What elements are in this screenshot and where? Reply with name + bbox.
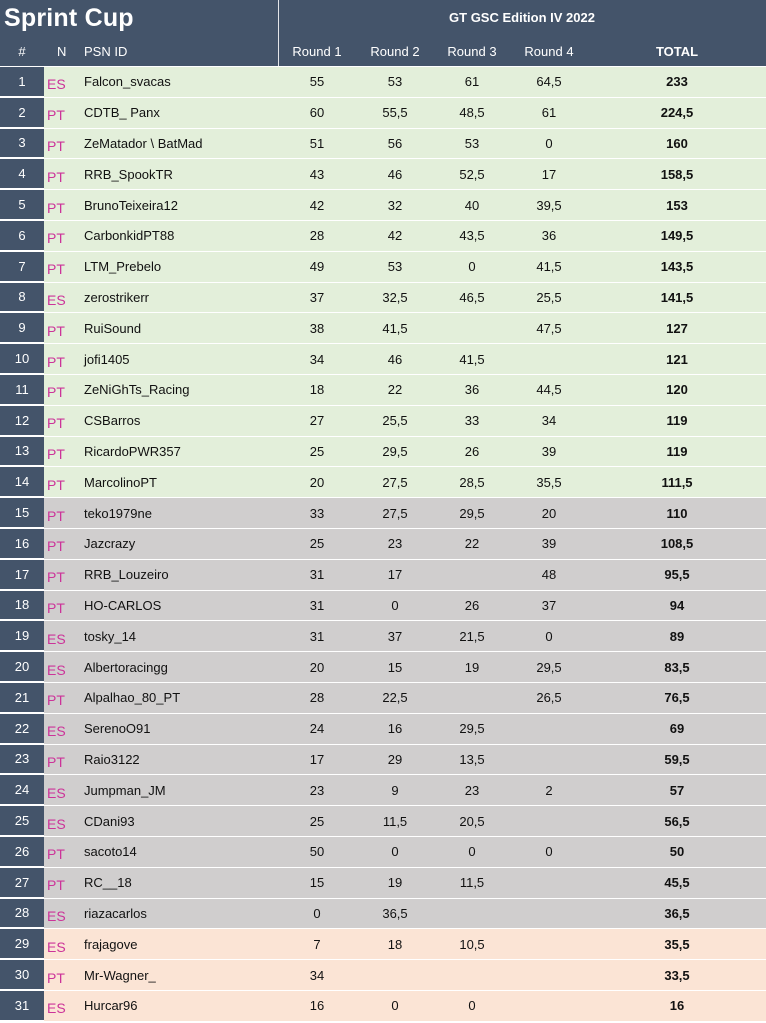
round-4-cell: 39 <box>541 536 557 552</box>
round-3-cell: 28,5 <box>459 474 485 490</box>
total-cell: 59,5 <box>664 751 690 767</box>
rank-cell: 8 <box>0 283 44 313</box>
nation-cell: PT <box>47 384 65 401</box>
psn-id-cell: RicardoPWR357 <box>84 443 181 459</box>
total-cell: 121 <box>666 351 688 367</box>
psn-id-cell: CarbonkidPT88 <box>84 228 175 244</box>
nation-cell: ES <box>47 291 66 308</box>
total-cell: 16 <box>669 998 685 1014</box>
total-cell: 89 <box>669 628 685 644</box>
rank-cell: 15 <box>0 498 44 528</box>
round-2-cell: 17 <box>387 567 403 583</box>
header-nation: N <box>57 44 67 59</box>
table-row <box>0 683 766 714</box>
round-2-cell: 22,5 <box>382 690 408 706</box>
round-1-cell: 31 <box>309 597 325 613</box>
psn-id-cell: HO-CARLOS <box>84 597 162 613</box>
nation-cell: ES <box>47 630 66 647</box>
round-4-cell: 0 <box>545 135 553 151</box>
header-round-1: Round 1 <box>292 44 342 59</box>
total-cell: 33,5 <box>664 967 690 983</box>
round-1-cell: 25 <box>309 813 325 829</box>
header-round-2: Round 2 <box>370 44 420 59</box>
table-row <box>0 529 766 560</box>
psn-id-cell: MarcolinoPT <box>84 474 157 490</box>
psn-id-cell: Jazcrazy <box>84 536 136 552</box>
round-2-cell: 56 <box>387 135 403 151</box>
round-2-cell: 19 <box>387 875 403 891</box>
rank-cell: 19 <box>0 621 44 651</box>
psn-id-cell: Falcon_svacas <box>84 74 171 90</box>
round-4-cell: 41,5 <box>536 259 562 275</box>
table-row <box>0 591 766 622</box>
psn-id-cell: BrunoTeixeira12 <box>84 197 178 213</box>
rank-cell: 18 <box>0 591 44 621</box>
round-3-cell: 0 <box>468 998 476 1014</box>
nation-cell: PT <box>47 322 65 339</box>
round-3-cell: 48,5 <box>459 105 485 121</box>
round-3-cell: 0 <box>468 259 476 275</box>
rank-cell: 31 <box>0 991 44 1021</box>
round-4-cell: 37 <box>541 597 557 613</box>
round-2-cell: 32 <box>387 197 403 213</box>
table-row <box>0 652 766 683</box>
psn-id-cell: Hurcar96 <box>84 998 138 1014</box>
table-row <box>0 221 766 252</box>
round-3-cell: 53 <box>464 135 480 151</box>
psn-id-cell: tosky_14 <box>84 628 137 644</box>
table-row <box>0 467 766 498</box>
nation-cell: PT <box>47 230 65 247</box>
round-3-cell: 20,5 <box>459 813 485 829</box>
round-1-cell: 31 <box>309 628 325 644</box>
rank-cell: 21 <box>0 683 44 713</box>
round-2-cell: 18 <box>387 936 403 952</box>
table-row <box>0 344 766 375</box>
round-3-cell: 10,5 <box>459 936 485 952</box>
total-cell: 160 <box>666 135 688 151</box>
rank-cell: 6 <box>0 221 44 251</box>
round-1-cell: 49 <box>309 259 325 275</box>
round-3-cell: 22 <box>464 536 480 552</box>
psn-id-cell: teko1979ne <box>84 505 152 521</box>
total-cell: 83,5 <box>664 659 690 675</box>
rank-cell: 1 <box>0 67 44 97</box>
round-3-cell: 19 <box>464 659 480 675</box>
rank-cell: 30 <box>0 960 44 990</box>
round-1-cell: 25 <box>309 536 325 552</box>
round-1-cell: 7 <box>313 936 321 952</box>
psn-id-cell: RC__18 <box>84 875 132 891</box>
round-4-cell: 29,5 <box>536 659 562 675</box>
round-3-cell: 29,5 <box>459 505 485 521</box>
standings-rows <box>0 67 766 1022</box>
nation-cell: ES <box>47 76 66 93</box>
round-4-cell: 47,5 <box>536 320 562 336</box>
table-row <box>0 98 766 129</box>
table-row <box>0 313 766 344</box>
round-2-cell: 0 <box>391 844 399 860</box>
round-2-cell: 32,5 <box>382 289 408 305</box>
table-row <box>0 129 766 160</box>
table-row <box>0 498 766 529</box>
round-1-cell: 34 <box>309 351 325 367</box>
nation-cell: PT <box>47 353 65 370</box>
round-4-cell <box>519 960 579 990</box>
total-cell: 119 <box>666 413 688 429</box>
psn-id-cell: riazacarlos <box>84 905 147 921</box>
table-row <box>0 159 766 190</box>
round-4-cell <box>519 929 579 959</box>
round-3-cell: 61 <box>464 74 480 90</box>
psn-id-cell: RRB_Louzeiro <box>84 567 169 583</box>
table-row <box>0 775 766 806</box>
psn-id-cell: LTM_Prebelo <box>84 259 162 275</box>
nation-cell: ES <box>47 815 66 832</box>
psn-id-cell: CDani93 <box>84 813 135 829</box>
round-2-cell: 53 <box>387 259 403 275</box>
round-2-cell: 0 <box>391 998 399 1014</box>
table-row <box>0 714 766 745</box>
round-2-cell <box>365 960 425 990</box>
total-cell: 45,5 <box>664 875 690 891</box>
total-cell: 35,5 <box>664 936 690 952</box>
total-cell: 57 <box>669 782 685 798</box>
round-2-cell: 22 <box>387 382 403 398</box>
round-2-cell: 29 <box>387 751 403 767</box>
nation-cell: ES <box>47 784 66 801</box>
round-4-cell: 48 <box>541 567 557 583</box>
table-row <box>0 190 766 221</box>
round-1-cell: 37 <box>309 289 325 305</box>
total-cell: 233 <box>666 74 688 90</box>
round-3-cell <box>442 313 502 343</box>
total-cell: 56,5 <box>664 813 690 829</box>
total-cell: 108,5 <box>660 536 694 552</box>
round-1-cell: 20 <box>309 659 325 675</box>
psn-id-cell: RRB_SpookTR <box>84 166 173 182</box>
psn-id-cell: RuiSound <box>84 320 142 336</box>
round-2-cell: 53 <box>387 74 403 90</box>
rank-cell: 9 <box>0 313 44 343</box>
round-3-cell <box>442 899 502 929</box>
round-3-cell: 40 <box>464 197 480 213</box>
nation-cell: PT <box>47 107 65 124</box>
round-4-cell <box>519 868 579 898</box>
round-1-cell: 23 <box>309 782 325 798</box>
nation-cell: PT <box>47 692 65 709</box>
total-cell: 120 <box>666 382 688 398</box>
table-row <box>0 560 766 591</box>
total-cell: 36,5 <box>664 905 690 921</box>
round-1-cell: 50 <box>309 844 325 860</box>
round-1-cell: 17 <box>309 751 325 767</box>
nation-cell: ES <box>47 661 66 678</box>
psn-id-cell: SerenoO91 <box>84 721 151 737</box>
nation-cell: PT <box>47 415 65 432</box>
nation-cell: ES <box>47 1000 66 1017</box>
table-row <box>0 437 766 468</box>
round-3-cell: 11,5 <box>459 875 485 891</box>
rank-cell: 25 <box>0 806 44 836</box>
round-4-cell: 35,5 <box>536 474 562 490</box>
round-4-cell <box>519 745 579 775</box>
nation-cell: PT <box>47 569 65 586</box>
round-4-cell: 36 <box>541 228 557 244</box>
round-3-cell: 0 <box>468 844 476 860</box>
round-2-cell: 9 <box>391 782 399 798</box>
total-cell: 111,5 <box>661 474 693 490</box>
psn-id-cell: Alpalhao_80_PT <box>84 690 181 706</box>
nation-cell: PT <box>47 476 65 493</box>
table-row <box>0 929 766 960</box>
total-cell: 153 <box>666 197 688 213</box>
round-1-cell: 33 <box>309 505 325 521</box>
round-4-cell: 0 <box>545 628 553 644</box>
nation-cell: PT <box>47 969 65 986</box>
round-3-cell: 41,5 <box>459 351 485 367</box>
round-4-cell <box>519 991 579 1021</box>
rank-cell: 3 <box>0 129 44 159</box>
round-4-cell <box>519 344 579 374</box>
total-cell: 119 <box>666 443 688 459</box>
round-1-cell: 25 <box>309 443 325 459</box>
header-psn-id: PSN ID <box>84 44 128 59</box>
psn-id-cell: frajagove <box>84 936 138 952</box>
round-4-cell: 64,5 <box>536 74 562 90</box>
total-cell: 127 <box>666 320 688 336</box>
round-3-cell <box>442 683 502 713</box>
psn-id-cell: Jumpman_JM <box>84 782 166 798</box>
rank-cell: 26 <box>0 837 44 867</box>
round-1-cell: 38 <box>309 320 325 336</box>
round-4-cell: 0 <box>545 844 553 860</box>
round-2-cell: 27,5 <box>382 505 408 521</box>
round-1-cell: 60 <box>309 105 325 121</box>
rank-cell: 2 <box>0 98 44 128</box>
rank-cell: 17 <box>0 560 44 590</box>
nation-cell: PT <box>47 261 65 278</box>
table-row <box>0 868 766 899</box>
nation-cell: PT <box>47 199 65 216</box>
total-cell: 143,5 <box>660 259 694 275</box>
total-cell: 110 <box>666 505 688 521</box>
psn-id-cell: jofi1405 <box>84 351 130 367</box>
rank-cell: 23 <box>0 745 44 775</box>
round-4-cell: 39 <box>541 443 557 459</box>
round-2-cell: 36,5 <box>382 905 408 921</box>
round-1-cell: 24 <box>309 721 325 737</box>
total-cell: 141,5 <box>660 289 694 305</box>
round-1-cell: 43 <box>309 166 325 182</box>
round-2-cell: 55,5 <box>382 105 408 121</box>
round-1-cell: 28 <box>309 690 325 706</box>
round-4-cell <box>519 806 579 836</box>
table-row <box>0 899 766 930</box>
round-3-cell: 43,5 <box>459 228 485 244</box>
rank-cell: 10 <box>0 344 44 374</box>
table-row <box>0 375 766 406</box>
round-1-cell: 0 <box>313 905 321 921</box>
round-2-cell: 46 <box>387 351 403 367</box>
round-2-cell: 15 <box>387 659 403 675</box>
header-round-3: Round 3 <box>447 44 497 59</box>
table-row <box>0 837 766 868</box>
round-1-cell: 16 <box>309 998 325 1014</box>
nation-cell: PT <box>47 445 65 462</box>
round-1-cell: 34 <box>309 967 325 983</box>
nation-cell: PT <box>47 846 65 863</box>
nation-cell: PT <box>47 137 65 154</box>
table-row <box>0 621 766 652</box>
table-header <box>0 0 766 66</box>
round-4-cell: 34 <box>541 413 557 429</box>
round-2-cell: 37 <box>387 628 403 644</box>
round-1-cell: 51 <box>309 135 325 151</box>
round-4-cell: 17 <box>541 166 557 182</box>
total-cell: 69 <box>669 721 685 737</box>
header-round-4: Round 4 <box>524 44 574 59</box>
psn-id-cell: Mr-Wagner_ <box>84 967 156 983</box>
round-3-cell: 23 <box>464 782 480 798</box>
round-3-cell: 36 <box>464 382 480 398</box>
round-4-cell: 26,5 <box>536 690 562 706</box>
table-row <box>0 252 766 283</box>
rank-cell: 14 <box>0 467 44 497</box>
page-title: Sprint Cup <box>4 4 134 32</box>
nation-cell: ES <box>47 938 66 955</box>
total-cell: 50 <box>669 844 685 860</box>
round-2-cell: 27,5 <box>382 474 408 490</box>
rank-cell: 24 <box>0 775 44 805</box>
nation-cell: PT <box>47 877 65 894</box>
psn-id-cell: zerostrikerr <box>84 289 150 305</box>
header-total: TOTAL <box>655 44 699 59</box>
total-cell: 224,5 <box>660 105 694 121</box>
round-3-cell <box>442 560 502 590</box>
table-row <box>0 406 766 437</box>
round-2-cell: 42 <box>387 228 403 244</box>
psn-id-cell: ZeNiGhTs_Racing <box>84 382 190 398</box>
round-2-cell: 16 <box>387 721 403 737</box>
round-3-cell: 26 <box>464 443 480 459</box>
nation-cell: ES <box>47 907 66 924</box>
round-3-cell: 46,5 <box>459 289 485 305</box>
nation-cell: PT <box>47 538 65 555</box>
round-3-cell: 29,5 <box>459 721 485 737</box>
rank-cell: 27 <box>0 868 44 898</box>
psn-id-cell: sacoto14 <box>84 844 137 860</box>
event-title: GT GSC Edition IV 2022 <box>449 10 595 25</box>
round-2-cell: 41,5 <box>382 320 408 336</box>
round-1-cell: 55 <box>309 74 325 90</box>
round-1-cell: 18 <box>309 382 325 398</box>
round-3-cell <box>442 960 502 990</box>
round-2-cell: 11,5 <box>382 813 408 829</box>
rank-cell: 11 <box>0 375 44 405</box>
table-row <box>0 806 766 837</box>
rank-cell: 5 <box>0 190 44 220</box>
round-4-cell <box>519 899 579 929</box>
rank-cell: 13 <box>0 437 44 467</box>
round-4-cell: 44,5 <box>536 382 562 398</box>
round-1-cell: 27 <box>309 413 325 429</box>
round-4-cell: 39,5 <box>536 197 562 213</box>
round-4-cell <box>519 714 579 744</box>
table-row <box>0 67 766 98</box>
nation-cell: PT <box>47 168 65 185</box>
table-row <box>0 745 766 776</box>
total-cell: 158,5 <box>660 166 694 182</box>
round-3-cell: 52,5 <box>459 166 485 182</box>
round-2-cell: 23 <box>387 536 403 552</box>
header-rank: # <box>18 44 26 59</box>
psn-id-cell: Raio3122 <box>84 751 140 767</box>
psn-id-cell: CSBarros <box>84 413 141 429</box>
round-1-cell: 42 <box>309 197 325 213</box>
round-3-cell: 33 <box>464 413 480 429</box>
rank-cell: 4 <box>0 159 44 189</box>
round-3-cell: 13,5 <box>459 751 485 767</box>
round-1-cell: 31 <box>309 567 325 583</box>
nation-cell: ES <box>47 723 66 740</box>
round-2-cell: 25,5 <box>382 413 408 429</box>
nation-cell: PT <box>47 753 65 770</box>
rank-cell: 20 <box>0 652 44 682</box>
rank-cell: 22 <box>0 714 44 744</box>
rank-cell: 29 <box>0 929 44 959</box>
round-2-cell: 46 <box>387 166 403 182</box>
total-cell: 76,5 <box>664 690 690 706</box>
round-1-cell: 15 <box>309 875 325 891</box>
table-row <box>0 960 766 991</box>
rank-cell: 12 <box>0 406 44 436</box>
total-cell: 149,5 <box>660 228 694 244</box>
total-cell: 95,5 <box>664 567 690 583</box>
nation-cell: PT <box>47 507 65 524</box>
round-1-cell: 28 <box>309 228 325 244</box>
nation-cell: PT <box>47 599 65 616</box>
round-4-cell: 20 <box>541 505 557 521</box>
total-cell: 94 <box>669 597 685 613</box>
psn-id-cell: CDTB_ Panx <box>84 105 160 121</box>
round-2-cell: 0 <box>391 597 399 613</box>
round-1-cell: 20 <box>309 474 325 490</box>
psn-id-cell: ZeMatador \ BatMad <box>84 135 203 151</box>
round-4-cell: 2 <box>545 782 553 798</box>
rank-cell: 7 <box>0 252 44 282</box>
rank-cell: 28 <box>0 899 44 929</box>
table-row <box>0 283 766 314</box>
round-4-cell: 25,5 <box>536 289 562 305</box>
round-2-cell: 29,5 <box>382 443 408 459</box>
rank-cell: 16 <box>0 529 44 559</box>
round-3-cell: 26 <box>464 597 480 613</box>
round-4-cell: 61 <box>541 105 557 121</box>
round-3-cell: 21,5 <box>459 628 485 644</box>
psn-id-cell: Albertoracingg <box>84 659 168 675</box>
table-row <box>0 991 766 1022</box>
